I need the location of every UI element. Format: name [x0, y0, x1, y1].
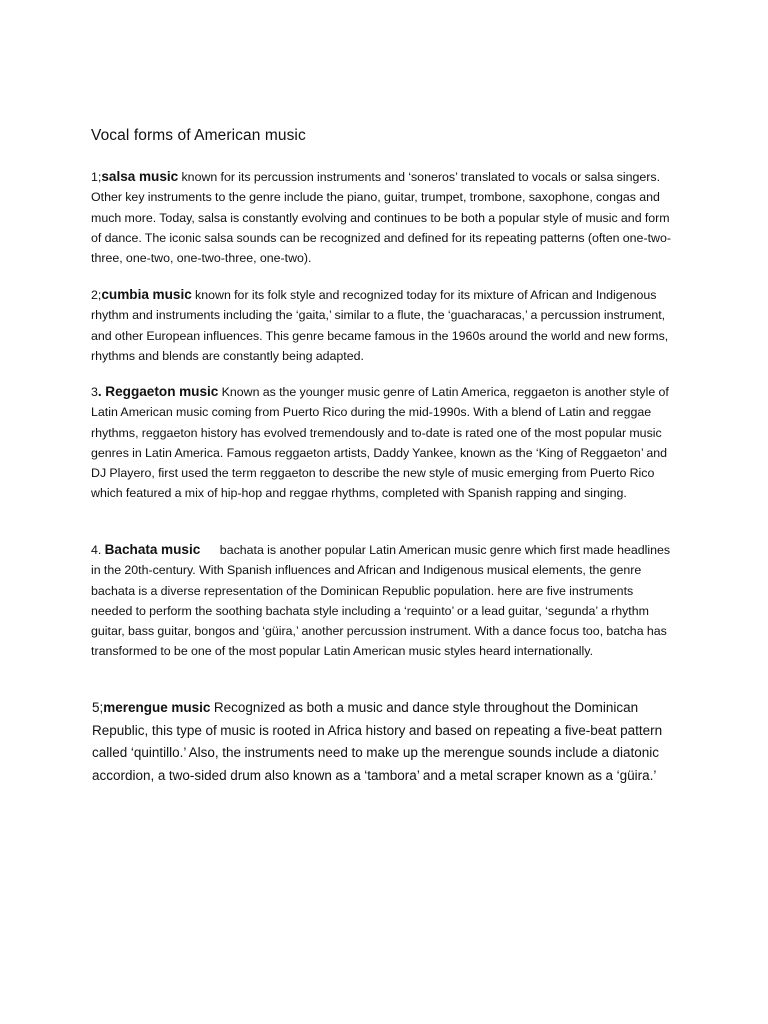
- section-salsa: [91, 167, 671, 268]
- section-heading: cumbia music: [101, 287, 192, 302]
- section-number: 1;: [91, 170, 102, 184]
- section-number: 5;: [92, 700, 104, 715]
- section-body: Known as the younger music genre of Latin America, reggaeton is another style of Latin American music coming from Puerto Rico during the mid-1990s. With a blend of Latin and reggae rhythms, reggaeton history has evolved tremendously and to-date is rated one of the most popular music genres in Latin America. Famous reggaeton artists, Daddy Yankee, known as the ‘King of Reggaeton’ and DJ Playero, first used the term reggaeton to describe the new style of music emerging from Puerto Rico which featured a mix of hip-hop and reggae rhythms, completed with Spanish rapping and singing.: [91, 385, 669, 501]
- section-body: known for its folk style and recognized today for its mixture of African and Indigenous rhythm and instruments including the ‘gaita,’ similar to a flute, the ‘guacharacas,’ a percussion instrument, and other European influences. This genre became famous in the 1960s around the world and new forms, rhythms and blends are constantly being adapted.: [91, 288, 669, 363]
- section-heading: Bachata music: [104, 542, 201, 557]
- section-body: known for its percussion instruments and ‘soneros’ translated to vocals or salsa singers. Other key instruments to the genre include the piano, guitar, trumpet, trombone, saxophone, congas and much more. Today, salsa is constantly evolving and continues to be both a popular style of music and form of dance. The iconic salsa sounds can be recognized and defined for its repeating patterns (often one-two-three, one-two, one-two-three, one-two).: [91, 170, 671, 266]
- section-cumbia: [91, 285, 671, 366]
- section-bachata: [91, 540, 674, 662]
- section-number: 3: [91, 385, 98, 399]
- section-number: 4.: [91, 543, 105, 557]
- section-heading: . Reggaeton music: [97, 384, 219, 399]
- section-heading: salsa music: [101, 169, 179, 184]
- section-reggaeton: [91, 382, 681, 504]
- section-merengue: [92, 697, 690, 787]
- section-heading: merengue music: [103, 700, 211, 715]
- section-number: 2;: [91, 288, 102, 302]
- section-body: Recognized as both a music and dance style throughout the Dominican Republic, this type of music is rooted in Africa history and based on repeating a five-beat pattern called ‘quintillo.’ Also, the instruments need to make up the merengue sounds include a diatonic accordion, a two-sided drum also known as a ‘tambora’ and a metal scraper known as a ‘güira.’: [92, 700, 663, 783]
- section-body: bachata is another popular Latin American music genre which first made headlines in the 20th-century. With Spanish influences and African and Indigenous musical elements, the genre bachata is a diverse representation of the Dominican Republic population. here are five instruments needed to perform the soothing bachata style including a ‘requinto’ or a lead guitar, ‘segunda’ a rhythm guitar, bass guitar, bongos and ‘güira,’ another percussion instrument. With a dance focus too, batcha has transformed to be one of the most popular Latin American music styles heard internationally.: [91, 543, 674, 659]
- document-title: Vocal forms of American music: [91, 127, 306, 144]
